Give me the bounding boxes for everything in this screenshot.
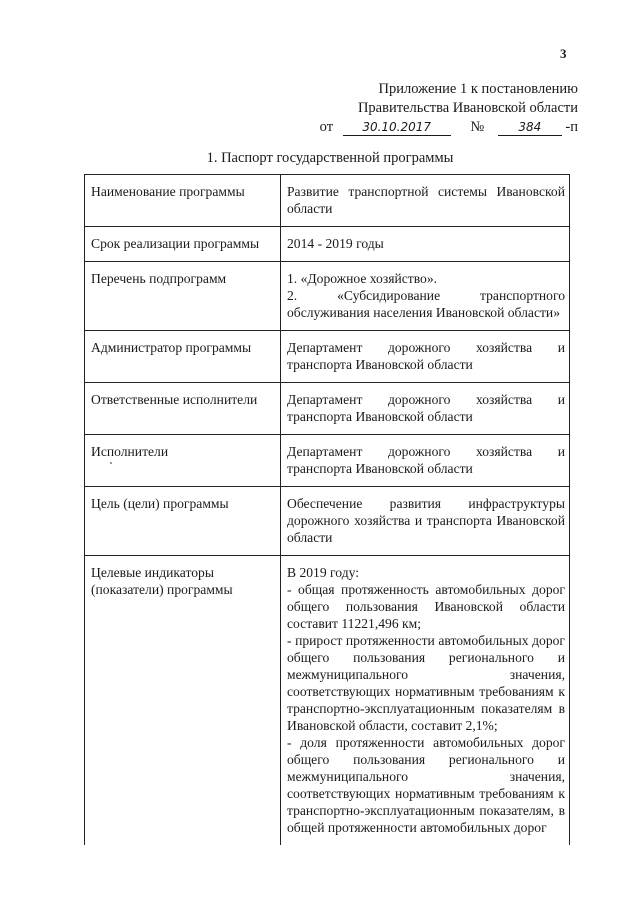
- passport-table: [84, 174, 570, 845]
- header-line-1: Приложение 1 к постановлению: [378, 81, 578, 97]
- row-value: [281, 435, 570, 487]
- row-value: [281, 227, 570, 262]
- value-paragraph: Департамент дорожного хозяйства и транспорта Ивановской области: [287, 392, 565, 424]
- table-row: [85, 435, 570, 487]
- row-value: [281, 556, 570, 846]
- row-value: [281, 331, 570, 383]
- value-paragraph: 1. «Дорожное хозяйство».: [287, 271, 438, 286]
- row-value: [281, 487, 570, 556]
- table-row: [85, 262, 570, 331]
- from-label: от: [319, 119, 334, 135]
- row-label: Целевые индикаторы (показатели) программы: [85, 556, 281, 846]
- row-value: [281, 175, 570, 227]
- table-row: [85, 331, 570, 383]
- value-paragraph: - общая протяженность автомобильных дорог общего пользования Ивановской области составит 11221,496 км;: [287, 582, 565, 631]
- row-value: [281, 262, 570, 331]
- value-paragraph: В 2019 году:: [287, 565, 360, 580]
- page-number: 3: [560, 46, 567, 61]
- table-row: [85, 383, 570, 435]
- number-label: №: [470, 119, 485, 135]
- header-line-3: [320, 118, 578, 137]
- table-row: [85, 556, 570, 846]
- value-paragraph: 2014 - 2019 годы: [287, 236, 384, 251]
- value-paragraph: - прирост протяженности автомобильных дорог общего пользования регионального и межмуниципального значения, соответствующих нормативным требованиям к транспортно-эксплуатационным показателям в Ивановской области, составит 2,1%;: [287, 633, 565, 733]
- value-paragraph: Обеспечение развития инфраструктуры дорожного хозяйства и транспорта Ивановской области: [287, 496, 565, 545]
- row-label: Ответственные исполнители: [85, 383, 281, 435]
- scan-speck: [110, 462, 112, 464]
- value-paragraph: 2. «Субсидирование транспортного обслуживания населения Ивановской области»: [287, 288, 565, 320]
- table-row: [85, 175, 570, 227]
- value-paragraph: Департамент дорожного хозяйства и транспорта Ивановской области: [287, 340, 565, 372]
- table-row: [85, 487, 570, 556]
- row-label: Срок реализации программы: [85, 227, 281, 262]
- row-value: [281, 383, 570, 435]
- row-label: Исполнители: [85, 435, 281, 487]
- row-label: Перечень подпрограмм: [85, 262, 281, 331]
- number-suffix: -п: [565, 119, 578, 135]
- value-paragraph: Развитие транспортной системы Ивановской области: [287, 184, 565, 216]
- value-paragraph: - доля протяженности автомобильных дорог общего пользования регионального и межмуниципального значения, соответствующих нормативным требованиям к транспортно-эксплуатационным показателям, в общей протяженности автомобильных дорог: [287, 735, 565, 835]
- handwritten-number: 384: [498, 120, 562, 136]
- row-label: Администратор программы: [85, 331, 281, 383]
- section-title: 1. Паспорт государственной программы: [206, 150, 454, 166]
- table-row: [85, 227, 570, 262]
- document-header: [320, 80, 578, 137]
- row-label: Наименование программы: [85, 175, 281, 227]
- handwritten-date: 30.10.2017: [343, 120, 451, 136]
- value-paragraph: Департамент дорожного хозяйства и транспорта Ивановской области: [287, 444, 565, 476]
- row-label: Цель (цели) программы: [85, 487, 281, 556]
- header-line-2: Правительства Ивановской области: [357, 100, 578, 116]
